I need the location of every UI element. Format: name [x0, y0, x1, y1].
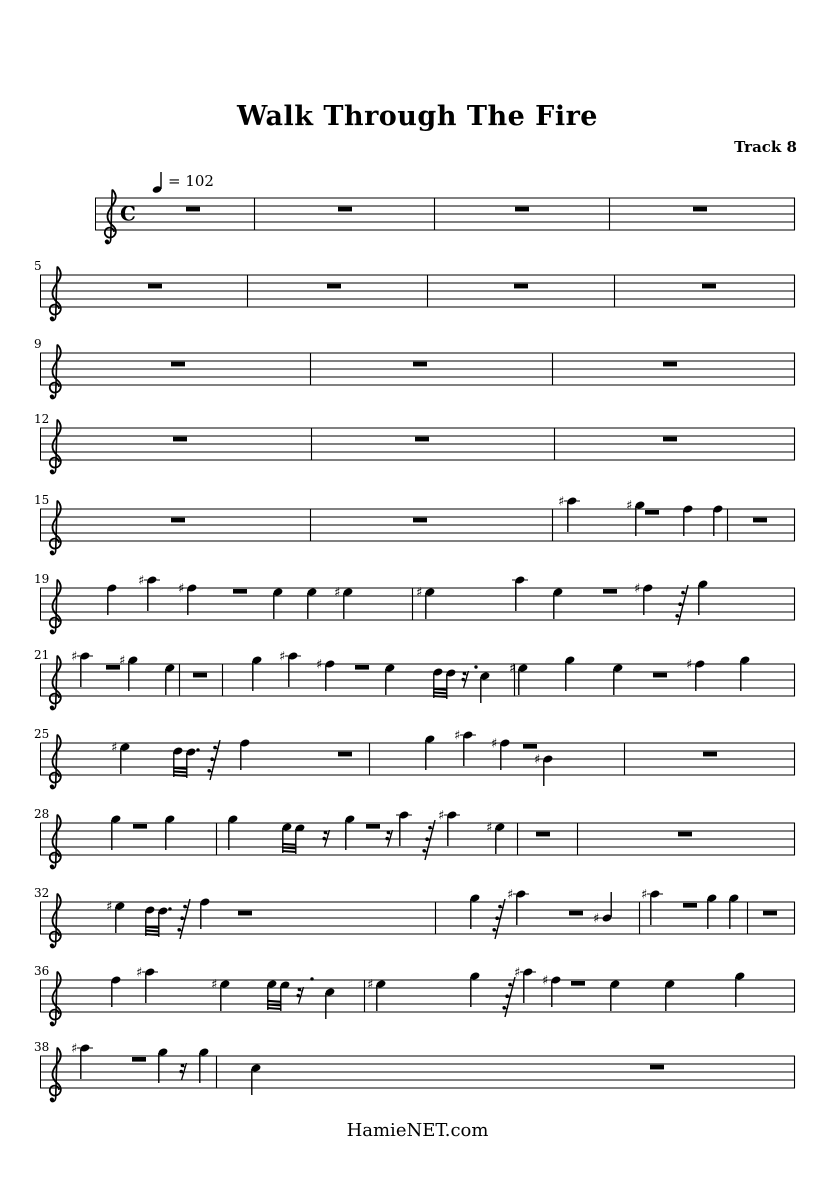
tempo-text: = 102	[168, 172, 214, 190]
half-rest	[233, 589, 247, 594]
time-signature-common: C	[120, 201, 136, 226]
whole-rest	[514, 284, 528, 289]
sharp-accidental: ♯	[534, 752, 541, 768]
half-rest	[133, 824, 147, 829]
sharp-accidental: ♯	[507, 887, 514, 903]
staff-system-3	[34, 337, 795, 399]
whole-rest	[171, 518, 185, 523]
whole-rest	[703, 752, 717, 757]
sixteenth-rest-chain	[207, 740, 220, 780]
half-rest	[603, 589, 617, 594]
beam	[433, 696, 447, 697]
whole-rest	[148, 284, 162, 289]
half-rest	[106, 665, 120, 670]
beam	[145, 934, 159, 935]
whole-rest	[515, 207, 529, 212]
sharp-accidental: ♯	[71, 1041, 78, 1057]
staff-system-4	[34, 412, 795, 474]
sharp-accidental: ♯	[438, 808, 445, 824]
footer-site-label: HamieNET.com	[346, 1120, 489, 1141]
beam	[433, 692, 447, 693]
sharp-accidental: ♯	[119, 653, 126, 669]
half-rest	[355, 665, 369, 670]
staff-system-5	[34, 493, 795, 555]
beam	[267, 1001, 281, 1002]
sharp-accidental: ♯	[136, 965, 143, 981]
whole-rest	[186, 207, 200, 212]
sharp-accidental: ♯	[367, 977, 374, 993]
augmentation-dot	[168, 907, 171, 910]
sharp-accidental: ♯	[416, 585, 423, 601]
sharp-accidental: ♯	[279, 649, 286, 665]
sharp-accidental: ♯	[626, 498, 633, 514]
staff-system-7	[34, 648, 795, 710]
sharp-accidental: ♯	[514, 965, 521, 981]
whole-rest	[693, 207, 707, 212]
augmentation-dot	[196, 748, 199, 751]
sharp-accidental: ♯	[71, 649, 78, 665]
half-rest	[645, 510, 659, 515]
staff-system-1	[95, 190, 795, 244]
measure-number: 21	[34, 648, 50, 662]
beam	[145, 927, 159, 928]
whole-rest	[650, 1065, 664, 1070]
augmentation-dot	[310, 977, 313, 980]
measure-number: 25	[34, 727, 50, 741]
half-rest	[683, 903, 697, 908]
whole-rest	[238, 911, 252, 916]
sharp-accidental: ♯	[641, 887, 648, 903]
beam	[173, 768, 187, 769]
whole-rest	[413, 362, 427, 367]
whole-rest	[193, 673, 207, 678]
sharp-accidental: ♯	[454, 728, 461, 744]
whole-rest	[536, 832, 550, 837]
sharp-accidental: ♯	[486, 820, 493, 836]
sixteenth-rest-chain	[502, 977, 515, 1017]
whole-rest	[678, 832, 692, 837]
measure-number: 19	[34, 572, 50, 586]
measure-number: 12	[34, 412, 50, 426]
whole-rest	[413, 518, 427, 523]
measure-number: 36	[34, 964, 50, 978]
whole-rest	[653, 673, 667, 678]
sharp-accidental: ♯	[491, 736, 498, 752]
staff-system-6	[34, 572, 795, 634]
whole-rest	[702, 284, 716, 289]
sharp-accidental: ♯	[334, 585, 341, 601]
staff-system-2	[34, 259, 795, 321]
staff-system-11	[34, 964, 795, 1026]
half-rest	[523, 744, 537, 749]
sharp-accidental: ♯	[111, 740, 118, 756]
staff-system-12	[34, 1040, 795, 1102]
beam	[145, 930, 159, 931]
whole-rest	[338, 207, 352, 212]
whole-rest	[173, 437, 187, 442]
half-rest	[571, 981, 585, 986]
augmentation-dot	[474, 665, 477, 668]
sharp-accidental: ♯	[686, 657, 693, 673]
sharp-accidental: ♯	[138, 573, 145, 589]
whole-rest	[171, 362, 185, 367]
sharp-accidental: ♯	[178, 581, 185, 597]
track-label: Track 8	[734, 138, 797, 156]
measure-number: 28	[34, 807, 50, 821]
half-rest	[132, 1057, 146, 1062]
sharp-accidental: ♯	[558, 494, 565, 510]
sixteenth-rest-chain	[492, 899, 505, 939]
staff-system-9	[34, 807, 795, 869]
whole-rest	[763, 911, 777, 916]
sharp-accidental: ♯	[634, 581, 641, 597]
beam	[282, 851, 296, 852]
whole-rest	[415, 437, 429, 442]
whole-rest	[338, 752, 352, 757]
sharp-accidental: ♯	[593, 911, 600, 927]
measure-number: 15	[34, 493, 50, 507]
sharp-accidental: ♯	[211, 977, 218, 993]
sixteenth-rest-chain	[177, 899, 190, 939]
beam	[267, 1004, 281, 1005]
whole-rest	[663, 437, 677, 442]
beam	[433, 689, 447, 690]
half-rest	[366, 824, 380, 829]
beam	[173, 771, 187, 772]
sharp-accidental: ♯	[509, 661, 516, 677]
whole-rest	[569, 911, 583, 916]
measure-number: 5	[34, 259, 42, 273]
beam	[173, 775, 187, 776]
staff-system-8	[34, 727, 795, 789]
staff-system-10	[34, 886, 795, 948]
sharp-accidental: ♯	[106, 899, 113, 915]
measure-number: 9	[34, 337, 42, 351]
measure-number: 38	[34, 1040, 50, 1054]
whole-rest	[753, 518, 767, 523]
sixteenth-rest-chain	[422, 820, 435, 860]
sharp-accidental: ♯	[316, 657, 323, 673]
whole-rest	[327, 284, 341, 289]
page-title: Walk Through The Fire	[237, 101, 598, 132]
beam	[267, 1008, 281, 1009]
beam	[282, 844, 296, 845]
whole-rest	[663, 362, 677, 367]
measure-number: 32	[34, 886, 50, 900]
beam	[282, 847, 296, 848]
sharp-accidental: ♯	[542, 973, 549, 989]
sixteenth-rest-chain	[675, 585, 688, 625]
